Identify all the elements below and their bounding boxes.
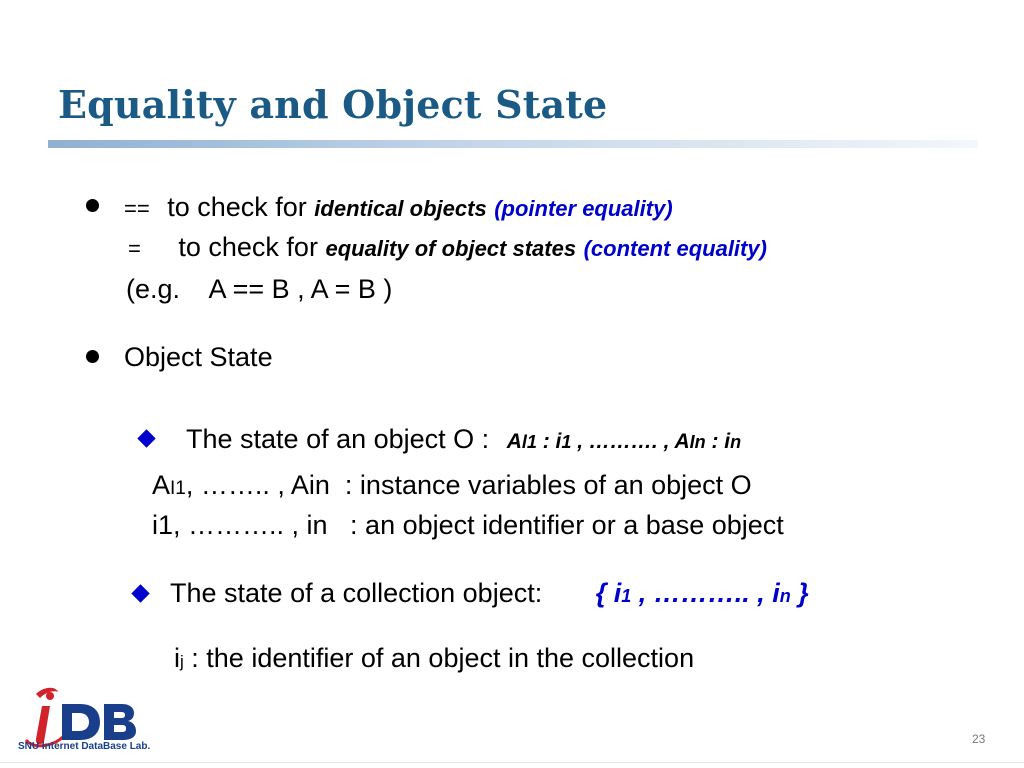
state-formula: Al1 : i1 , ………. , AIn : in [506, 430, 742, 453]
bullet-dot [86, 350, 99, 363]
slide-title: Equality and Object State [58, 82, 608, 127]
object-state-label: Object State [124, 342, 273, 372]
lab-name: SNU Internet DataBase Lab. [18, 741, 151, 752]
op-double-equals: == [124, 196, 150, 221]
bullet-dot [86, 199, 99, 212]
title-underline [48, 140, 978, 148]
identical-objects-text: identical objects [314, 196, 487, 221]
footer-divider [0, 762, 1024, 763]
check-text: to check for [167, 192, 307, 222]
collection-identifier-line: ij : the identifier of an object in the collection [174, 643, 695, 673]
collection-state-text: The state of a collection object: [170, 578, 543, 608]
equality-line-1 [124, 192, 673, 223]
equality-line-2 [128, 232, 767, 263]
equality-states-text: equality of object states [325, 236, 577, 261]
op-equals: = [128, 236, 141, 261]
object-state-definition [186, 424, 741, 455]
collection-state-definition [170, 578, 809, 609]
pointer-equality-text: (pointer equality) [494, 196, 673, 221]
diamond-bullet-icon [137, 429, 155, 447]
check-text: to check for [178, 232, 318, 262]
instance-variables-line: AI1, …….. , Ain : instance variables of an object O [152, 470, 752, 500]
object-identifier-line: i1, ……….. , in : an object identifier or a base object [152, 510, 784, 540]
collection-formula: { i1 , ……….. , in } [595, 578, 809, 608]
state-of-object-text: The state of an object O : [186, 424, 490, 454]
page-number: 23 [972, 732, 986, 746]
diamond-bullet-icon [131, 584, 149, 602]
content-equality-text: (content equality) [583, 236, 767, 261]
example-line: (e.g. A == B , A = B ) [126, 274, 393, 304]
